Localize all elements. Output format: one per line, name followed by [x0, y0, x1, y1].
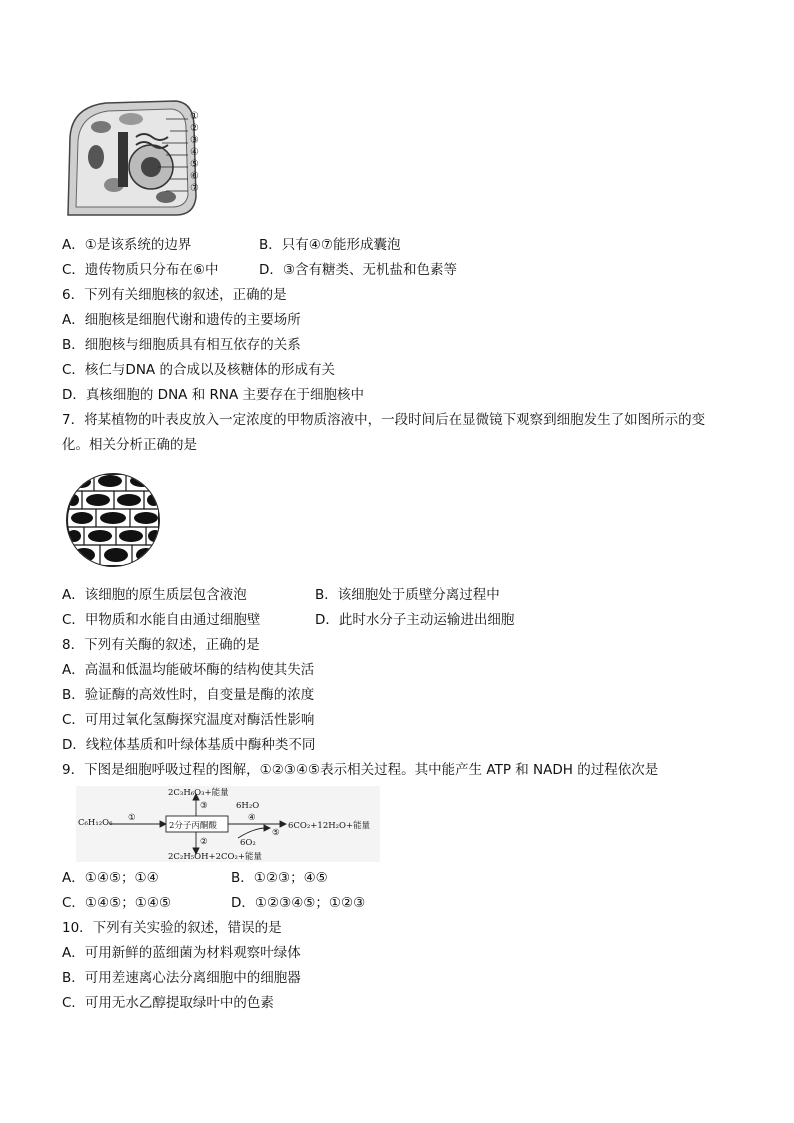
figure-label-7: ⑦ [190, 183, 199, 194]
respiration-diagram [76, 786, 380, 862]
q6-option-d: D．真核细胞的 DNA 和 RNA 主要存在于细胞核中 [62, 387, 365, 403]
q7-option-a: A．该细胞的原生质层包含液泡 [62, 587, 247, 603]
plasmolysis-figure [64, 469, 164, 571]
final-product-label: 6CO₂+12H₂O+能量 [288, 821, 371, 831]
q5-option-b: B．只有④⑦能形成囊泡 [259, 237, 401, 253]
q10-option-c: C．可用无水乙醇提取绿叶中的色素 [62, 995, 274, 1011]
o2-label: 6O₂ [240, 838, 256, 848]
q9-option-d: D．①②③④⑤；①②③ [231, 895, 366, 911]
q7-option-b: B．该细胞处于质壁分离过程中 [315, 587, 500, 603]
q9-option-c: C．①④⑤；①④⑤ [62, 895, 172, 911]
q8-option-a: A．高温和低温均能破坏酶的结构使其失活 [62, 662, 315, 678]
q5-option-a: A．①是该系统的边界 [62, 237, 192, 253]
q7-option-c: C．甲物质和水能自由通过细胞壁 [62, 612, 261, 628]
q5-option-d: D．③含有糖类、无机盐和色素等 [259, 262, 457, 278]
figure-label-4: ④ [190, 147, 199, 158]
q9-option-a: A．①④⑤；①④ [62, 870, 159, 886]
q6-option-b: B．细胞核与细胞质具有相互依存的关系 [62, 337, 301, 353]
q6-stem: 6．下列有关细胞核的叙述，正确的是 [62, 287, 287, 303]
q5-option-c: C．遗传物质只分布在⑥中 [62, 262, 219, 278]
figure-label-3: ③ [190, 135, 199, 146]
q8-stem: 8．下列有关酶的叙述，正确的是 [62, 637, 260, 653]
q7-stem-line1: 7．将某植物的叶表皮放入一定浓度的甲物质溶液中，一段时间后在显微镜下观察到细胞发生了如图所示的变 [62, 412, 706, 428]
q10-stem: 10．下列有关实验的叙述，错误的是 [62, 920, 282, 936]
bottom-product-label: 2C₂H₅OH+2CO₂+能量 [168, 852, 263, 862]
q8-option-d: D．线粒体基质和叶绿体基质中酶种类不同 [62, 737, 316, 753]
figure-label-6: ⑥ [190, 171, 199, 182]
h2o-label: 6H₂O [236, 801, 260, 811]
q6-option-a: A．细胞核是细胞代谢和遗传的主要场所 [62, 312, 301, 328]
step-3-label: ③ [200, 801, 208, 811]
q7-option-d: D．此时水分子主动运输进出细胞 [315, 612, 515, 628]
top-product-label: 2C₃H₆O₃+能量 [168, 788, 229, 798]
pyruvate-label: 2分子丙酮酸 [169, 821, 217, 831]
q9-option-b: B．①②③；④⑤ [231, 870, 328, 886]
q8-option-c: C．可用过氧化氢酶探究温度对酶活性影响 [62, 712, 315, 728]
q7-stem-line2: 化。相关分析正确的是 [62, 437, 197, 453]
q10-option-a: A．可用新鲜的蓝细菌为材料观察叶绿体 [62, 945, 301, 961]
q10-option-b: B．可用差速离心法分离细胞中的细胞器 [62, 970, 301, 986]
glucose-label: C₆H₁₂O₆ [78, 818, 113, 828]
step-2-label: ② [200, 837, 208, 847]
figure-label-1: ① [190, 111, 199, 122]
q6-option-c: C．核仁与DNA 的合成以及核糖体的形成有关 [62, 362, 335, 378]
step-4-label: ④ [248, 813, 256, 823]
figure-label-2: ② [190, 123, 199, 134]
q9-stem: 9．下图是细胞呼吸过程的图解，①②③④⑤表示相关过程。其中能产生 ATP 和 NADH 的过程依次是 [62, 762, 659, 778]
step-5-label: ⑤ [272, 828, 280, 838]
q8-option-b: B．验证酶的高效性时，自变量是酶的浓度 [62, 687, 315, 703]
step-1-label: ① [128, 813, 136, 823]
cell-structure-figure [66, 97, 211, 217]
figure-label-5: ⑤ [190, 159, 199, 170]
